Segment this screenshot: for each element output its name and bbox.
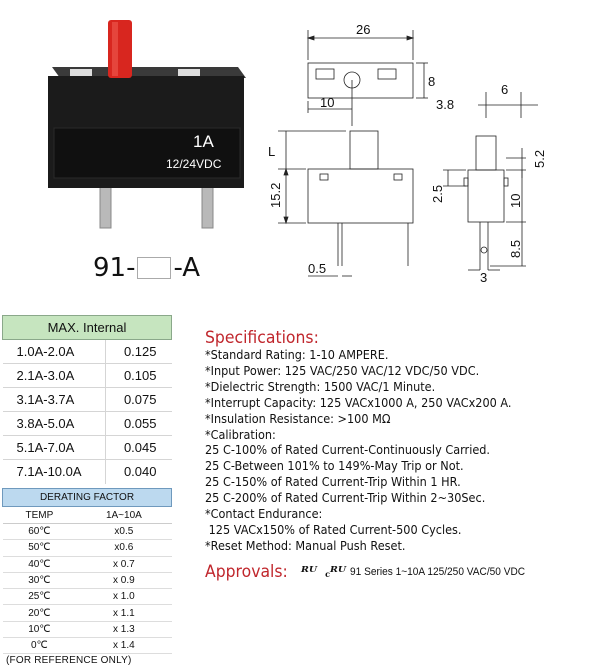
spec-line: *Calibration: — [205, 427, 276, 442]
table-row: 3.1A-3.7A 0.075 — [3, 388, 172, 412]
derating-table — [2, 488, 172, 654]
table-row: 40℃ x 0.7 — [3, 556, 172, 572]
col-temp: TEMP — [3, 507, 77, 524]
spec-line: *Standard Rating: 1-10 AMPERE. — [205, 348, 389, 362]
top-view-body — [308, 63, 413, 98]
max-internal-header: MAX. Internal — [3, 316, 172, 340]
dim-pin-width: 3 — [480, 270, 488, 285]
side-view-body — [468, 170, 504, 222]
approvals-label: Approvals: — [205, 562, 288, 582]
reference-note: (FOR REFERENCE ONLY) — [6, 655, 132, 666]
max-internal-table — [2, 315, 172, 484]
spec-line: *Reset Method: Manual Push Reset. — [205, 538, 406, 553]
spec-line: *Dielectric Strength: 1500 VAC/1 Minute. — [205, 379, 436, 394]
specifications-title: Specifications: — [205, 328, 319, 348]
dim-height-top: 8 — [428, 74, 436, 89]
ul-logo-icon: ᴿᵁ — [301, 563, 318, 581]
dim-right-top: 5.2 — [532, 149, 547, 168]
spec-line: *Interrupt Capacity: 125 VACx1000 A, 250 VACx200 A. — [205, 395, 512, 410]
reset-button — [108, 20, 132, 78]
table-row: 7.1A-10.0A 0.040 — [3, 460, 172, 484]
spec-line: 25 C-100% of Rated Current-Continuously Carried. — [205, 443, 491, 458]
dim-width-top: 26 — [356, 22, 371, 37]
dim-depth-inner: 3.8 — [436, 97, 455, 112]
front-view-body — [308, 169, 413, 223]
model-number — [93, 253, 200, 283]
rating-label: 1A — [193, 132, 214, 151]
model-suffix: -A — [173, 253, 201, 283]
col-range: 1A~10A — [76, 507, 171, 524]
approval-text: 91 Series 1~10A 125/250 VAC/50 VDC — [350, 566, 526, 578]
derating-title: DERATING FACTOR — [3, 489, 172, 507]
dim-right-bottom: 8.5 — [508, 239, 523, 258]
spec-line: *Input Power: 125 VAC/250 VAC/12 VDC/50 VDC. — [205, 363, 480, 378]
table-row: 5.1A-7.0A 0.045 — [3, 436, 172, 460]
spec-line: 25 C-150% of Rated Current-Trip Within 1 HR. — [205, 475, 461, 490]
spec-line: *Contact Endurance: — [205, 507, 323, 522]
approvals-row — [205, 562, 595, 582]
specifications-list — [205, 348, 572, 555]
table-row: 50℃ x0.6 — [3, 540, 172, 556]
table-row: 1.0A-2.0A 0.125 — [3, 340, 172, 364]
spec-line: 25 C-Between 101% to 149%-May Trip or Not. — [205, 459, 464, 474]
model-blank-box — [137, 257, 171, 279]
model-prefix: 91- — [93, 253, 136, 283]
table-row: 3.8A-5.0A 0.055 — [3, 412, 172, 436]
dim-pin-thickness: 0.5 — [308, 261, 327, 276]
dim-button: L — [268, 144, 276, 159]
table-row: 20℃ x 1.1 — [3, 605, 172, 621]
side-view-button — [476, 136, 496, 170]
dim-right-mid: 10 — [508, 193, 523, 208]
table-row: 2.1A-3.0A 0.105 — [3, 364, 172, 388]
table-row: 25℃ x 1.0 — [3, 589, 172, 605]
cul-logo-icon: cᴿᵁ — [325, 563, 347, 581]
spec-line: *Insulation Resistance: >100 MΩ — [205, 411, 391, 426]
dim-offset-top: 10 — [320, 95, 335, 110]
voltage-label: 12/24VDC — [166, 157, 222, 171]
table-row: 10℃ x 1.3 — [3, 621, 172, 637]
table-row: 60℃ x0.5 — [3, 524, 172, 540]
dimension-drawing — [268, 8, 596, 286]
product-photo — [38, 10, 253, 235]
spec-line: 25 C-200% of Rated Current-Trip Within 2~30Sec. — [205, 491, 486, 506]
dim-depth: 6 — [501, 82, 509, 97]
table-row: 0℃ x 1.4 — [3, 638, 172, 654]
dim-body-height: 15.2 — [268, 182, 283, 208]
spec-line: 125 VACx150% of Rated Current-500 Cycles. — [205, 522, 462, 537]
table-row: 30℃ x 0.9 — [3, 572, 172, 588]
dim-side-height: 2.5 — [430, 184, 445, 203]
front-view-button — [350, 131, 378, 169]
